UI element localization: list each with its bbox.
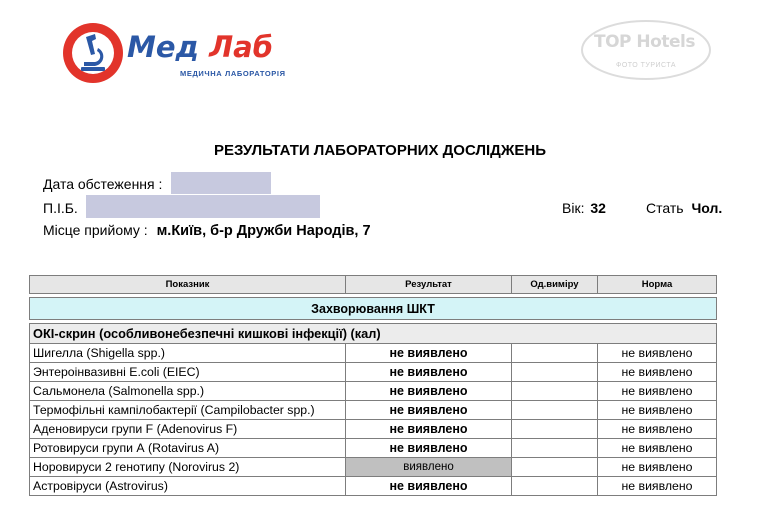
test-result: не виявлено [346, 363, 512, 382]
results-table [29, 275, 717, 496]
header-indicator: Показник [30, 276, 346, 294]
test-result: не виявлено [346, 420, 512, 439]
document-title: РЕЗУЛЬТАТИ ЛАБОРАТОРНИХ ДОСЛІДЖЕНЬ [214, 142, 546, 159]
test-name: Аденовируси групи F (Adenovirus F) [30, 420, 346, 439]
medlab-logo [62, 22, 302, 82]
age-value: 32 [590, 200, 606, 216]
test-norm: не виявлено [598, 477, 717, 496]
header-result: Результат [346, 276, 512, 294]
logo-wordmark-part1: Мед [127, 30, 199, 64]
test-result: не виявлено [346, 401, 512, 420]
test-unit [512, 344, 598, 363]
test-unit [512, 477, 598, 496]
test-result-positive: виявлено [346, 458, 512, 477]
test-name: Шигелла (Shigella spp.) [30, 344, 346, 363]
test-unit [512, 382, 598, 401]
place-value: м.Київ, б-р Дружби Народів, 7 [156, 223, 371, 239]
test-unit [512, 401, 598, 420]
test-name: Астровіруси (Astrovirus) [30, 477, 346, 496]
test-unit [512, 363, 598, 382]
test-norm: не виявлено [598, 439, 717, 458]
logo-wordmark [127, 30, 273, 64]
test-unit [512, 420, 598, 439]
table-row [30, 439, 717, 458]
group-title: ОКІ-скрин (особливонебезпечні кишкові інфекції) (кал) [30, 324, 717, 344]
table-row [30, 382, 717, 401]
watermark-subtext: ФОТО ТУРИСТА [616, 62, 677, 69]
tophotels-watermark [578, 18, 714, 82]
table-row [30, 477, 717, 496]
sex-label [646, 200, 722, 216]
test-name: Термофільні кампілобактерії (Campilobacter spp.) [30, 401, 346, 420]
test-norm: не виявлено [598, 382, 717, 401]
test-norm: не виявлено [598, 458, 717, 477]
test-name: Сальмонела (Salmonella spp.) [30, 382, 346, 401]
table-row [30, 363, 717, 382]
test-norm: не виявлено [598, 363, 717, 382]
watermark-text: TOP Hotels [594, 32, 695, 52]
logo-subtitle: МЕДИЧНА ЛАБОРАТОРІЯ [180, 69, 286, 78]
table-row [30, 401, 717, 420]
test-result: не виявлено [346, 439, 512, 458]
redacted-patient-name [86, 195, 320, 218]
section-row [30, 298, 717, 320]
test-result: не виявлено [346, 344, 512, 363]
table-row [30, 458, 717, 477]
redacted-exam-date [171, 172, 271, 194]
test-norm: не виявлено [598, 401, 717, 420]
table-header-row [30, 276, 717, 294]
test-unit [512, 439, 598, 458]
test-result: не виявлено [346, 382, 512, 401]
place-label-text: Місце прийому : [43, 222, 148, 238]
section-title: Захворювання ШКТ [30, 298, 717, 320]
group-row [30, 324, 717, 344]
table-row [30, 344, 717, 363]
header-unit: Од.виміру [512, 276, 598, 294]
test-name: Ротовируси групи А (Rotavirus A) [30, 439, 346, 458]
test-norm: не виявлено [598, 344, 717, 363]
test-norm: не виявлено [598, 420, 717, 439]
age-label-text: Вік: [562, 200, 585, 216]
test-result: не виявлено [346, 477, 512, 496]
exam-date-label: Дата обстеження : [43, 176, 163, 192]
sex-label-text: Стать [646, 200, 684, 216]
age-label [562, 200, 606, 216]
microscope-logo-icon [62, 22, 124, 84]
place-label [43, 222, 371, 239]
sex-value: Чол. [691, 200, 723, 216]
table-row [30, 420, 717, 439]
test-name: Энтероінвазивні E.coli (EIEC) [30, 363, 346, 382]
test-unit [512, 458, 598, 477]
patient-name-label: П.І.Б. [43, 200, 78, 216]
header-norm: Норма [598, 276, 717, 294]
logo-wordmark-part2: Лаб [209, 30, 273, 64]
test-name: Норовируси 2 генотипу (Norovirus 2) [30, 458, 346, 477]
